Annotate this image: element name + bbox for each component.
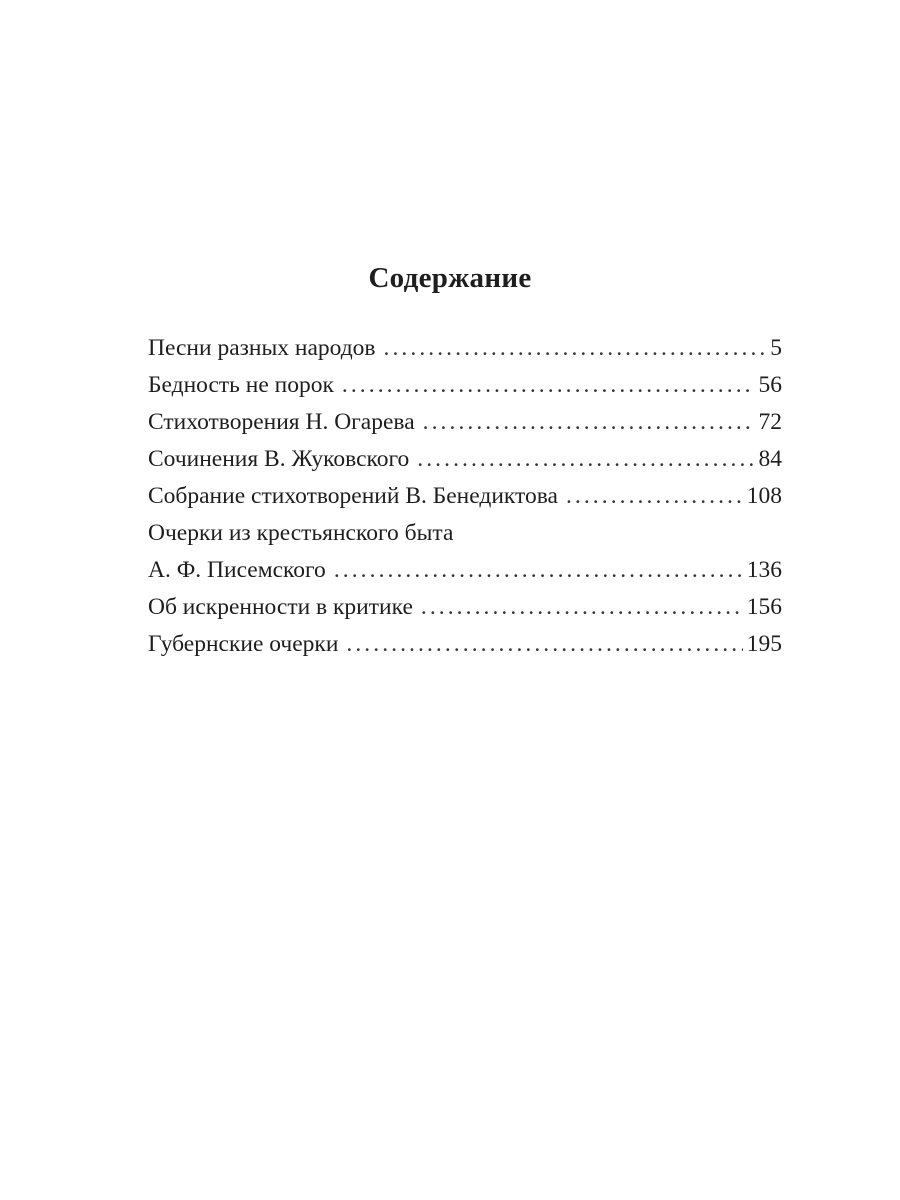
toc-entry-title: Собрание стихотворений В. Бенедиктова bbox=[148, 483, 558, 509]
toc-entry-page: 156 bbox=[746, 594, 782, 620]
toc-entry bbox=[148, 552, 782, 589]
toc-entry-title: Бедность не порок bbox=[148, 372, 334, 398]
table-of-contents bbox=[148, 330, 782, 663]
toc-entry bbox=[148, 404, 782, 441]
toc-entry-title: Сочинения В. Жуковского bbox=[148, 446, 410, 472]
toc-entry bbox=[148, 367, 782, 404]
toc-entry bbox=[148, 478, 782, 515]
toc-entry-title: Губернские очерки bbox=[148, 631, 339, 657]
toc-entry-title: А. Ф. Писемского bbox=[148, 557, 326, 583]
toc-entry-page: 5 bbox=[770, 335, 782, 361]
toc-entry-page: 72 bbox=[758, 409, 782, 435]
dot-leader bbox=[334, 552, 743, 589]
dot-leader bbox=[417, 441, 754, 478]
dot-leader bbox=[423, 404, 755, 441]
toc-entry-page: 195 bbox=[746, 631, 782, 657]
dot-leader bbox=[566, 478, 743, 515]
toc-entry bbox=[148, 441, 782, 478]
dot-leader bbox=[384, 330, 767, 367]
toc-entry bbox=[148, 515, 782, 552]
dot-leader bbox=[342, 367, 755, 404]
toc-entry-title: Песни разных народов bbox=[148, 335, 376, 361]
dot-leader bbox=[346, 626, 742, 663]
toc-entry-page: 84 bbox=[758, 446, 782, 472]
toc-entry bbox=[148, 589, 782, 626]
toc-entry-page: 108 bbox=[746, 483, 782, 509]
toc-entry-title: Об искренности в критике bbox=[148, 594, 413, 620]
toc-entry bbox=[148, 330, 782, 367]
dot-leader bbox=[421, 589, 743, 626]
toc-entry-page: 136 bbox=[746, 557, 782, 583]
toc-entry-page: 56 bbox=[758, 372, 782, 398]
toc-entry-title: Стихотворения Н. Огарева bbox=[148, 409, 415, 435]
toc-entry bbox=[148, 626, 782, 663]
page-title: Содержание bbox=[368, 262, 532, 294]
toc-entry-title: Очерки из крестьянского быта bbox=[148, 520, 454, 546]
